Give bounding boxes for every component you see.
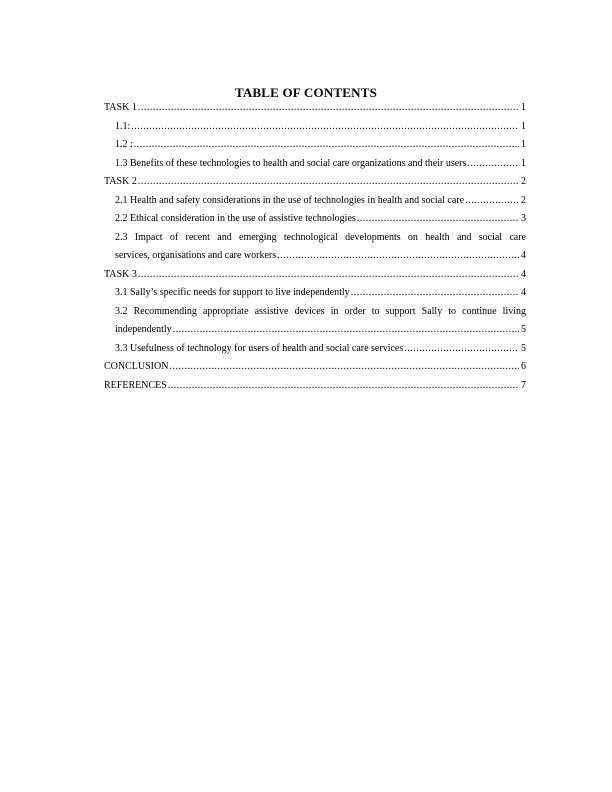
toc-entry-label: CONCLUSION [104, 361, 169, 372]
toc-page-number: 5 [521, 342, 526, 354]
toc-dot-leader [351, 284, 519, 303]
toc-entry-line [115, 136, 526, 155]
toc-entry-label: 2.1 Health and safety considerations in the use of technologies in health and social care [115, 194, 465, 206]
toc-entry-line [104, 173, 526, 192]
toc-list [104, 99, 526, 395]
toc-dot-leader [465, 192, 519, 211]
toc-page-number: 4 [521, 250, 526, 261]
toc-entry[interactable] [104, 303, 526, 340]
toc-page-number: 4 [521, 287, 526, 298]
toc-entry[interactable] [104, 284, 526, 303]
toc-page-number: 2 [521, 176, 526, 187]
toc-entry-line [115, 155, 526, 174]
toc-page-number: 7 [521, 379, 526, 391]
toc-entry-label: 3.3 Usefulness of technology for users of health and social care services [115, 342, 404, 354]
toc-entry-line [104, 358, 526, 377]
toc-entry-line [115, 210, 526, 229]
toc-dot-leader [138, 173, 519, 192]
toc-entry[interactable] [104, 210, 526, 229]
toc-dot-leader [138, 266, 519, 285]
toc-entry[interactable] [104, 155, 526, 174]
toc-dot-leader [467, 155, 519, 174]
toc-entry-label: 3.1 Sally’s specific needs for support to live independently [115, 287, 350, 298]
toc-page-number: 1 [521, 120, 526, 132]
toc-page-number: 1 [521, 157, 526, 169]
toc-entry[interactable] [104, 340, 526, 359]
toc-page-number: 3 [521, 213, 526, 224]
toc-entry-line [115, 340, 526, 359]
toc-entry-line [115, 321, 526, 340]
toc-page-number: 1 [521, 102, 526, 113]
toc-entry[interactable] [104, 192, 526, 211]
toc-entry[interactable] [104, 377, 526, 396]
toc-entry-label: independently [115, 324, 172, 335]
toc-dot-leader [357, 210, 519, 229]
toc-entry[interactable] [104, 136, 526, 155]
toc-entry[interactable] [104, 173, 526, 192]
toc-dot-leader [134, 136, 519, 155]
toc-entry[interactable] [104, 118, 526, 137]
toc-entry-label: REFERENCES [104, 379, 167, 391]
toc-entry-lead: 3.2 Recommending appropriate assistive devices in order to support Sally to continue living [115, 305, 526, 317]
toc-dot-leader [131, 118, 519, 137]
toc-entry-line [115, 192, 526, 211]
toc-entry-label: TASK 1 [104, 102, 137, 113]
toc-entry[interactable] [104, 358, 526, 377]
toc-page-number: 5 [521, 324, 526, 335]
toc-entry-line [115, 118, 526, 137]
toc-entry-label: 1.2 : [115, 139, 133, 150]
toc-page-number: 2 [521, 194, 526, 206]
toc-entry-line [115, 247, 526, 266]
toc-entry[interactable] [104, 99, 526, 118]
toc-entry-label: 2.2 Ethical consideration in the use of assistive technologies [115, 213, 356, 224]
toc-dot-leader [169, 358, 519, 377]
toc-entry-line [104, 99, 526, 118]
toc-dot-leader [168, 377, 519, 396]
toc-page-number: 4 [521, 268, 526, 280]
toc-entry[interactable] [104, 229, 526, 266]
toc-page-number: 6 [521, 361, 526, 372]
toc-entry-label: services, organisations and care workers [115, 250, 277, 261]
toc-title: TABLE OF CONTENTS [234, 85, 378, 100]
toc-dot-leader [277, 247, 519, 266]
toc-entry[interactable] [104, 266, 526, 285]
toc-entry-line [115, 284, 526, 303]
toc-entry-lead: 2.3 Impact of recent and emerging technological developments on health and social care [115, 231, 526, 243]
toc-dot-leader [404, 340, 519, 359]
toc-entry-label: 1.1: [115, 120, 131, 132]
toc-dot-leader [138, 99, 519, 118]
toc-entry-line [104, 377, 526, 396]
toc-entry-label: TASK 3 [104, 268, 137, 280]
toc-entry-label: 1.3 Benefits of these technologies to health and social care organizations and their users [115, 157, 467, 169]
toc-page-number: 1 [521, 139, 526, 150]
toc-entry-label: TASK 2 [104, 176, 137, 187]
toc-dot-leader [173, 321, 519, 340]
toc-entry-line [104, 266, 526, 285]
